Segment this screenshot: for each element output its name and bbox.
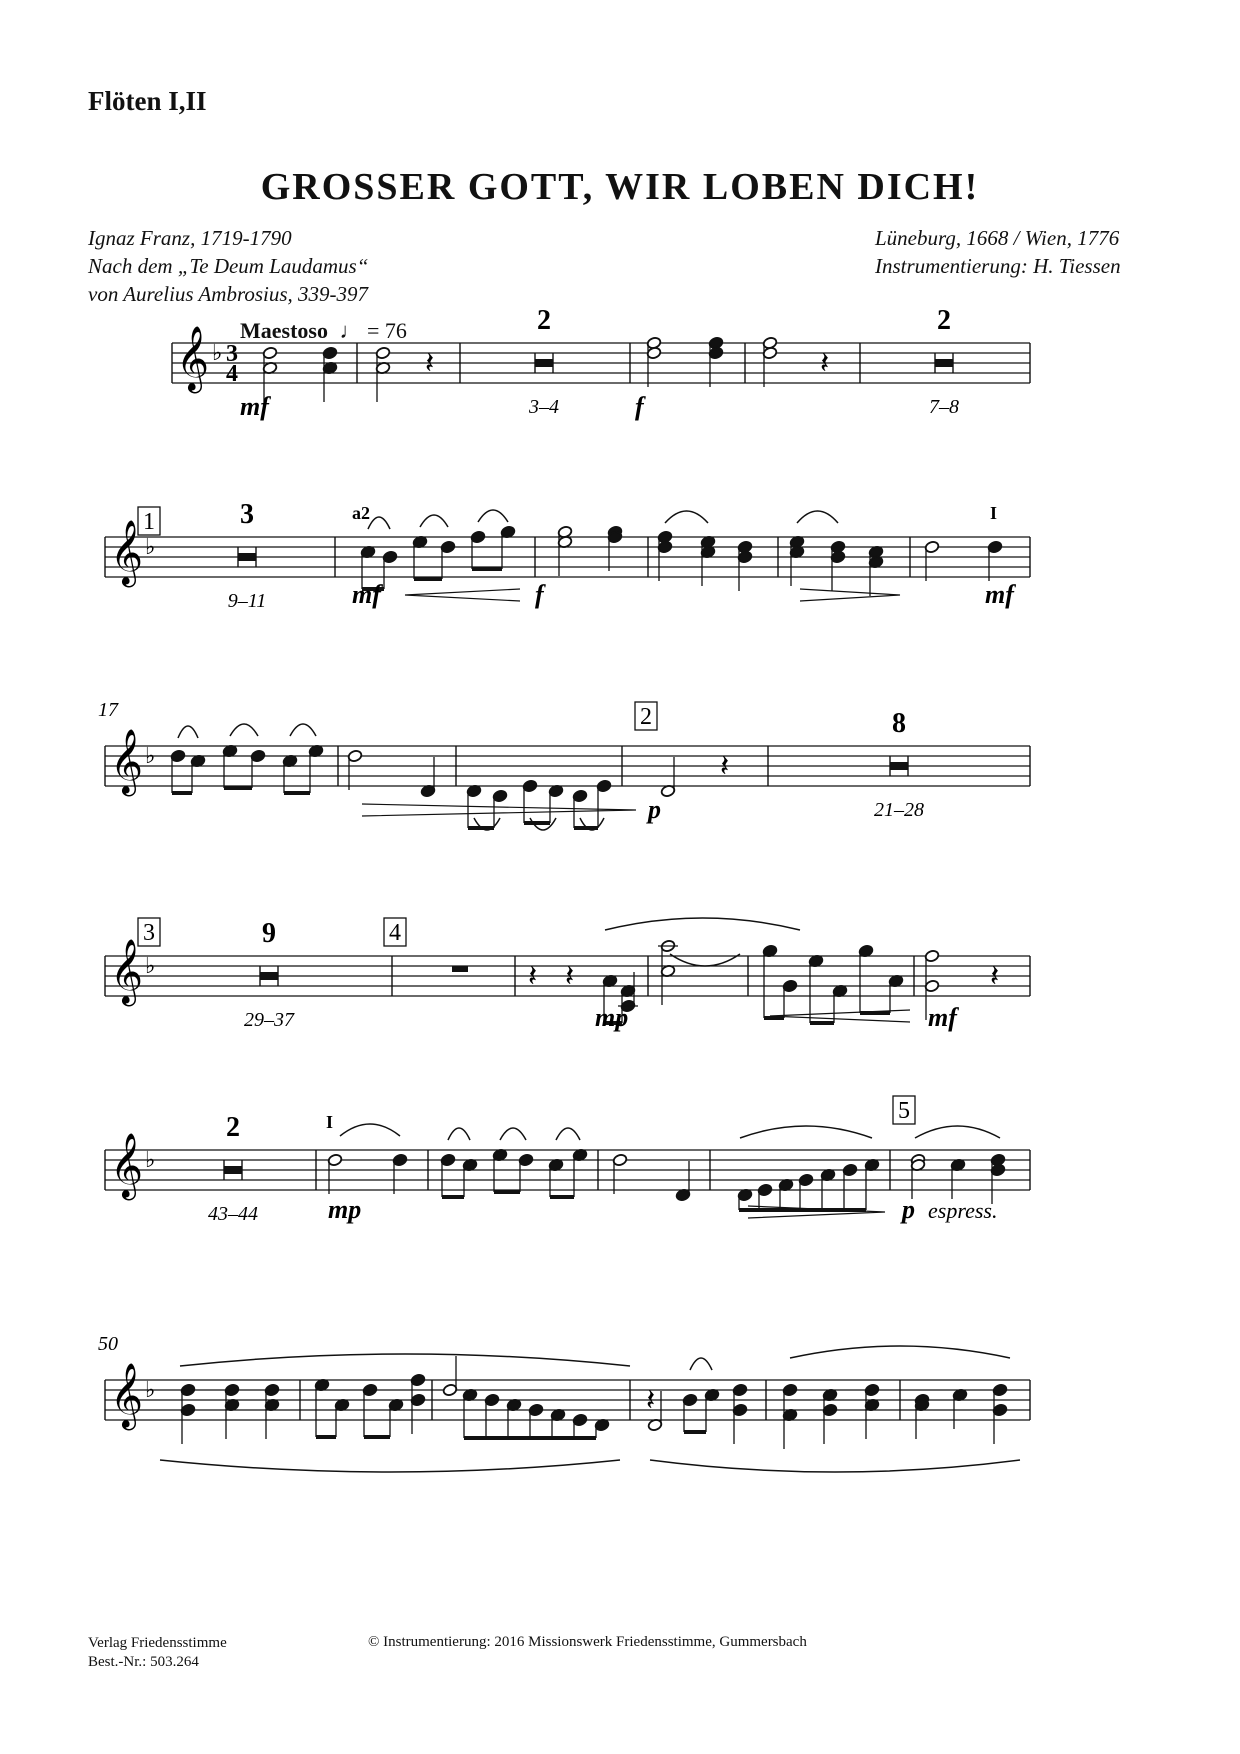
measure-range: 29–37 [244, 1009, 294, 1031]
treble-clef-icon: 𝄞 [110, 1365, 144, 1427]
slur [368, 517, 390, 529]
slur [740, 1126, 872, 1138]
flat-icon: ♭ [145, 743, 156, 768]
dynamic-marking: p [648, 795, 661, 824]
piece-title: GROSSER GOTT, WIR LOBEN DICH! [260, 166, 980, 208]
whole-rest [452, 966, 468, 972]
rehearsal-mark: 1 [143, 509, 155, 535]
slur [420, 515, 448, 527]
multirest-bar [224, 1166, 242, 1174]
multirest-bar [260, 972, 278, 980]
rehearsal-mark: 3 [143, 920, 155, 946]
quarter-rest-icon: 𝄽 [990, 960, 1000, 993]
player-one-marking: I [326, 1112, 334, 1132]
tempo-bpm: = 76 [366, 318, 407, 343]
slur [650, 1460, 1020, 1472]
measure-range: 3–4 [529, 396, 559, 418]
credit-line: Instrumentierung: H. Tiessen [875, 254, 1121, 278]
credit-line: Lüneburg, 1668 / Wien, 1776 [875, 226, 1120, 250]
slur [665, 511, 708, 523]
credit-line: von Aurelius Ambrosius, 339-397 [88, 282, 369, 306]
dynamic-marking: mf [240, 392, 269, 421]
dynamic-marking: f [635, 392, 644, 421]
slur [690, 1358, 712, 1370]
credit-line: Ignaz Franz, 1719-1790 [88, 226, 292, 250]
quarter-rest-icon: 𝄽 [565, 960, 575, 993]
slur [605, 918, 800, 930]
treble-clef-icon: 𝄞 [110, 941, 144, 1003]
slur [160, 1460, 620, 1472]
flat-icon: ♭ [145, 1377, 156, 1402]
slur [290, 724, 316, 736]
espressivo-text: espress. [928, 1198, 998, 1223]
flat-icon: ♭ [145, 534, 156, 559]
dynamic-marking: mp [595, 1003, 629, 1032]
crescendo-hairpin [405, 589, 520, 601]
multirest-count: 2 [537, 305, 551, 336]
a2-marking: a2 [352, 503, 370, 523]
treble-clef-icon: 𝄞 [110, 1135, 144, 1197]
measure-range: 43–44 [208, 1203, 258, 1225]
slur [797, 511, 838, 523]
dynamic-marking: f [535, 580, 544, 609]
treble-clef-icon: 𝄞 [110, 731, 144, 793]
measure-range: 9–11 [227, 590, 267, 612]
slur [230, 724, 258, 736]
dynamic-marking: mf [352, 580, 381, 609]
time-signature-bottom: 4 [226, 361, 238, 387]
slur [915, 1126, 1000, 1138]
treble-clef-icon: 𝄞 [110, 522, 144, 584]
slur [478, 510, 508, 522]
quarter-rest-icon: 𝄽 [720, 750, 730, 783]
measure-number: 50 [98, 1333, 118, 1355]
player-one-marking: I [990, 503, 998, 523]
decrescendo-hairpin [362, 804, 636, 816]
slur [500, 1128, 526, 1140]
measure-range: 7–8 [929, 396, 959, 418]
publisher-info [88, 1634, 227, 1672]
tempo-word: Maestoso [240, 318, 328, 343]
flat-icon: ♭ [212, 340, 223, 365]
multirest-bar [935, 359, 953, 367]
slur [178, 726, 198, 738]
quarter-rest-icon: 𝄽 [820, 347, 830, 380]
slur [448, 1128, 470, 1140]
time-signature-top: 3 [226, 341, 238, 367]
copyright-notice: © Instrumentierung: 2016 Missionswerk Friedensstimme, Gummersbach [368, 1634, 807, 1650]
rehearsal-mark: 4 [389, 920, 401, 946]
flat-icon: ♭ [145, 1147, 156, 1172]
multirest-bar [535, 359, 553, 367]
treble-clef-icon: 𝄞 [176, 328, 210, 390]
measure-number: 17 [98, 699, 118, 721]
slur [180, 1354, 630, 1366]
quarter-note-icon: ♩ [339, 318, 362, 343]
multirest-bar [238, 553, 256, 561]
slur [790, 1346, 1010, 1358]
quarter-rest-icon: 𝄽 [528, 960, 538, 993]
multirest-count: 9 [262, 918, 276, 949]
part-name: Flöten I,II [88, 86, 207, 116]
decrescendo-hairpin [800, 589, 900, 601]
dynamic-marking: mf [928, 1003, 957, 1032]
rehearsal-mark: 2 [640, 704, 652, 730]
credit-line: Nach dem „Te Deum Laudamus“ [88, 254, 369, 278]
dynamic-marking: p [902, 1195, 915, 1224]
quarter-rest-icon: 𝄽 [425, 347, 435, 380]
measure-range: 21–28 [874, 799, 924, 821]
slur [556, 1128, 580, 1140]
dynamic-marking: mf [985, 580, 1014, 609]
rehearsal-mark: 5 [898, 1098, 910, 1124]
quarter-rest-icon: 𝄽 [646, 1384, 656, 1417]
order-number: Best.-Nr.: 503.264 [88, 1654, 199, 1670]
multirest-count: 3 [240, 499, 254, 530]
publisher-name: Verlag Friedensstimme [88, 1635, 227, 1651]
multirest-count: 8 [892, 708, 906, 739]
multirest-count: 2 [937, 305, 951, 336]
multirest-bar [890, 762, 908, 770]
dynamic-marking: mp [328, 1195, 362, 1224]
slur [340, 1124, 400, 1136]
flat-icon: ♭ [145, 953, 156, 978]
multirest-count: 2 [226, 1112, 240, 1143]
